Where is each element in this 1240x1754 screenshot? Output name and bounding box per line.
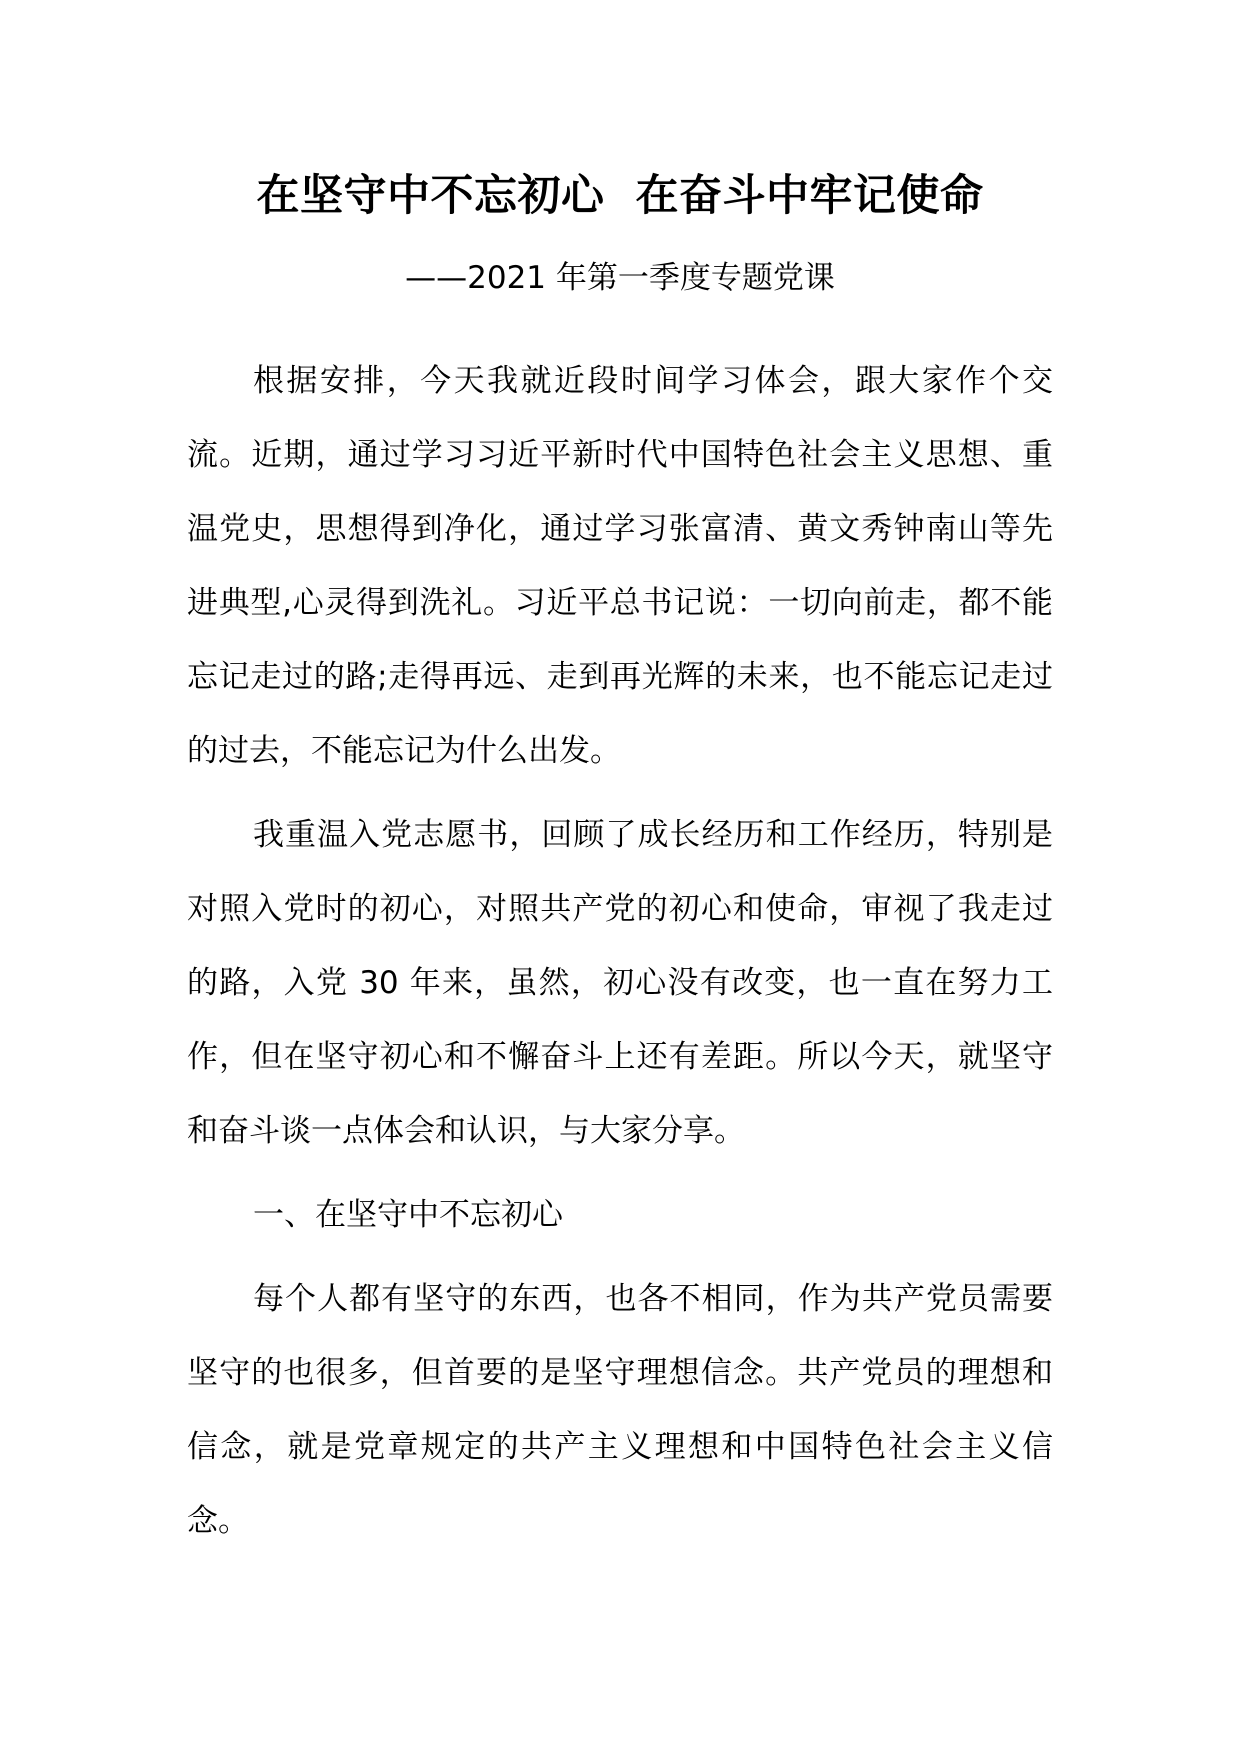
paragraph-1: 根据安排，今天我就近段时间学习体会，跟大家作个交流。近期，通过学习习近平新时代中国特色社会主义思想、重温党史，思想得到净化，通过学习张富清、黄文秀钟南山等先进典型,心灵得到洗礼。习近平总书记说：一切向前走，都不能忘记走过的路;走得再远、走到再光辉的未来，也不能忘记走过的过去，不能忘记为什么出发。 <box>187 363 1053 769</box>
paragraph-2: 我重温入党志愿书，回顾了成长经历和工作经历，特别是对照入党时的初心，对照共产党的初心和使命，审视了我走过的路，入党 30 年来，虽然，初心没有改变，也一直在努力工作，但在坚守初心和不懈奋斗上还有差距。所以今天，就坚守和奋斗谈一点体会和认识，与大家分享。 <box>187 817 1053 1149</box>
section-paragraph: 每个人都有坚守的东西，也各不相同，作为共产党员需要坚守的也很多，但首要的是坚守理想信念。共产党员的理想和信念，就是党章规定的共产主义理想和中国特色社会主义信念。 <box>187 1281 1053 1539</box>
section-heading: 一、在坚守中不忘初心 <box>253 1197 563 1233</box>
document-title: 在坚守中不忘初心 在奋斗中牢记使命 <box>256 171 984 221</box>
document-body <box>187 344 1053 1558</box>
document-subtitle: ——2021 年第一季度专题党课 <box>405 260 835 296</box>
